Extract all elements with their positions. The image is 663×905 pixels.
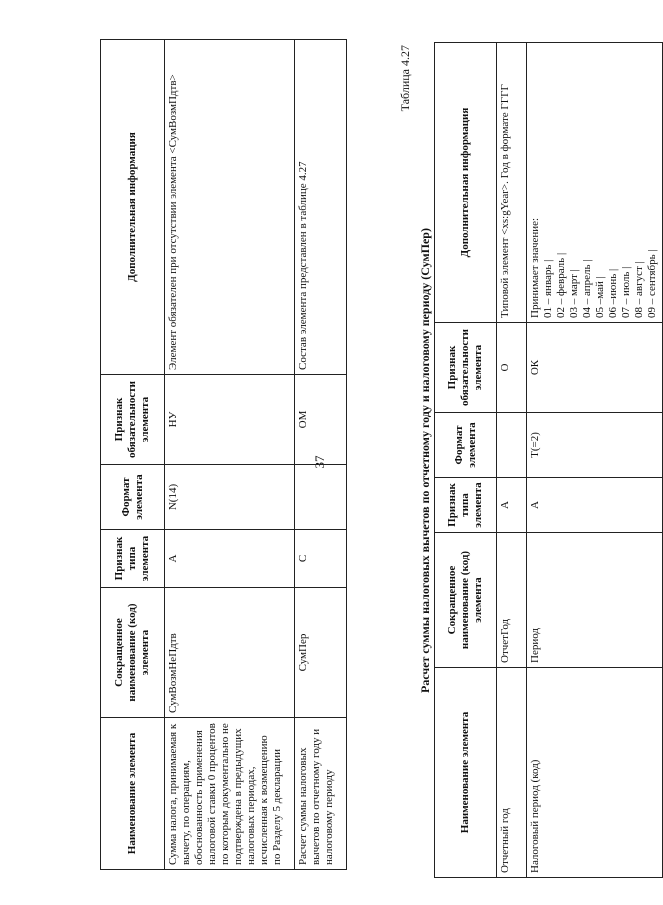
t1-r1-info: Элемент обязателен при отсутствии элемента <СумВозмПдтв>: [165, 40, 295, 375]
t2-header-code: Сокращенное наименование (код) элемента: [435, 533, 497, 668]
t1-r1-type: А: [165, 530, 295, 588]
t2-r1-type: А: [497, 478, 527, 533]
t2-r1-required: О: [497, 323, 527, 413]
t1-r2-code: СумПер: [295, 588, 347, 718]
t1-r2-name: Расчет суммы налоговых вычетов по отчетному году и налоговому периоду: [295, 718, 347, 870]
table-row: [497, 43, 527, 878]
table-1: [100, 39, 347, 870]
table-title: Расчет суммы налоговых вычетов по отчетному году и налоговому периоду (СумПер): [418, 228, 432, 693]
table-2: [434, 42, 663, 878]
t1-header-format: Формат элемента: [101, 465, 165, 530]
period-option: 02 – февраль |: [555, 252, 567, 318]
t2-r2-name: Налоговый период (код): [527, 668, 663, 878]
table-1-rotated-block: [100, 40, 347, 870]
t2-r1-name: Отчетный год: [497, 668, 527, 878]
t1-r1-required: НУ: [165, 375, 295, 465]
page-number: 37: [312, 455, 327, 469]
t1-r1-code: СумВозмНеПдтв: [165, 588, 295, 718]
t2-r2-code: Период: [527, 533, 663, 668]
t2-r2-info: [527, 43, 663, 323]
t2-r2-required: ОК: [527, 323, 663, 413]
t2-header-format: Формат элемента: [435, 413, 497, 478]
table-caption: Таблица 4.27: [398, 45, 412, 112]
period-option: 05 –май |: [594, 276, 606, 318]
t2-r1-info: Типовой элемент <xs:gYear>. Год в формате ГГГГ: [497, 43, 527, 323]
t2-r2-format: Т(=2): [527, 413, 663, 478]
period-option: 03 – март |: [568, 269, 580, 318]
period-option: 06 –июнь |: [607, 268, 619, 318]
t1-r1-name: Сумма налога, принимаемая к вычету, по операциям, обоснованность применения налоговой ставки 0 процентов по которым документально не подтверждена в предыдущих налоговых периодах, исчисленная к возмещению по Разделу 5 декларации: [165, 718, 295, 870]
t2-header-name: Наименование элемента: [435, 668, 497, 878]
t2-header-required: Признак обязательности элемента: [435, 323, 497, 413]
period-option: 01 – январь |: [542, 259, 554, 318]
t1-header-name: Наименование элемента: [101, 718, 165, 870]
t2-header-type: Признак типа элемента: [435, 478, 497, 533]
t2-r2-info-intro: Принимает значение:: [529, 217, 541, 318]
t1-header-type: Признак типа элемента: [101, 530, 165, 588]
t1-header-info: Дополнительная информация: [101, 40, 165, 375]
period-option: 08 – август |: [633, 261, 645, 318]
t2-header-info: Дополнительная информация: [435, 43, 497, 323]
t1-r1-format: N(14): [165, 465, 295, 530]
t1-r2-required: ОМ: [295, 375, 347, 465]
t2-r2-type: А: [527, 478, 663, 533]
table-row: [295, 40, 347, 870]
t1-r2-type: С: [295, 530, 347, 588]
table-2-rotated-block: [398, 43, 663, 878]
period-option: 09 – сентябрь |: [646, 249, 658, 318]
t1-r2-info: Состав элемента представлен в таблице 4.27: [295, 40, 347, 375]
table-row: [165, 40, 295, 870]
t1-r2-format: [295, 465, 347, 530]
period-option: 04 – апрель |: [581, 259, 593, 318]
t1-header-required: Признак обязательности элемента: [101, 375, 165, 465]
t1-header-code: Сокращенное наименование (код) элемента: [101, 588, 165, 718]
period-option: 07 – июль |: [620, 266, 632, 318]
t2-r1-format: [497, 413, 527, 478]
t2-r1-code: ОтчетГод: [497, 533, 527, 668]
table-row: [527, 43, 663, 878]
